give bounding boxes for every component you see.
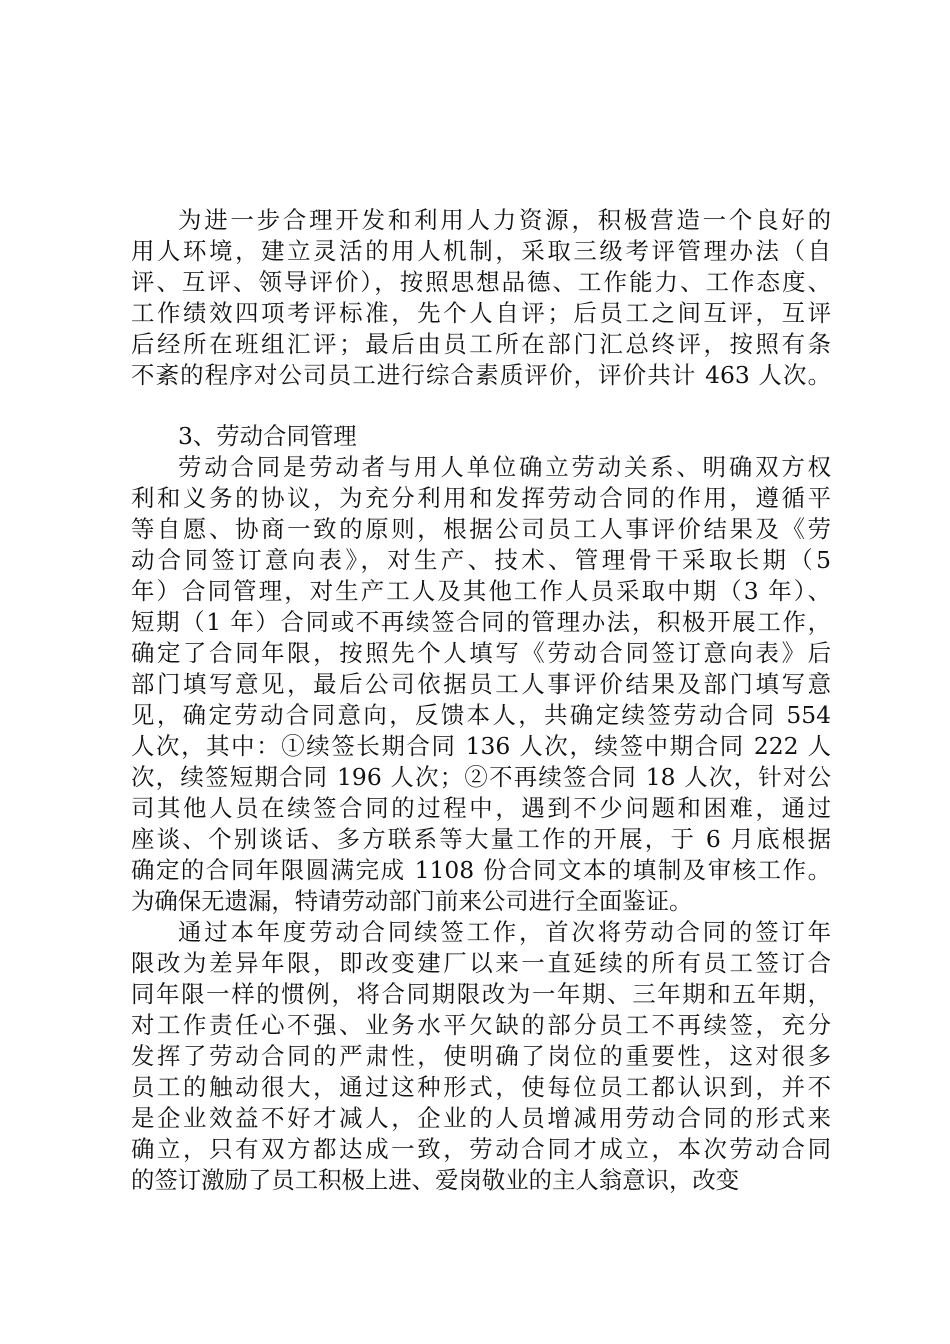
text-line: 发挥了劳动合同的严肃性，使明确了岗位的重要性，这对很多 [131,1042,831,1070]
text-line: 不紊的程序对公司员工进行综合素质评价，评价共计 463 人次。 [131,361,831,389]
text-line: 劳动合同是劳动者与用人单位确立劳动关系、明确双方权 [178,453,831,481]
text-line: 限改为差异年限，即改变建厂以来一直延续的所有员工签订合 [131,949,831,977]
text-line: 后经所在班组汇评；最后由员工所在部门汇总终评，按照有条 [131,330,831,358]
text-line: 等自愿、协商一致的原则，根据公司员工人事评价结果及《劳 [131,515,831,543]
text-line: 动合同签订意向表》，对生产、技术、管理骨干采取长期（5 [131,546,831,574]
text-line: 部门填写意见，最后公司依据员工人事评价结果及部门填写意 [131,670,831,698]
text-line: 用人环境，建立灵活的用人机制，采取三级考评管理办法（自 [131,237,831,265]
text-line: 座谈、个别谈话、多方联系等大量工作的开展，于 6 月底根据 [131,825,831,853]
text-line: 司其他人员在续签合同的过程中，遇到不少问题和困难，通过 [131,794,831,822]
text-line: 为确保无遗漏，特请劳动部门前来公司进行全面鉴证。 [131,887,693,915]
text-line: 员工的触动很大，通过这种形式，使每位员工都认识到，并不 [131,1073,831,1101]
text-line: 确定了合同年限，按照先个人填写《劳动合同签订意向表》后 [131,639,831,667]
text-line: 通过本年度劳动合同续签工作，首次将劳动合同的签订年 [178,918,831,946]
paragraph-labor-contract [131,452,831,917]
text-line: 见，确定劳动合同意向，反馈本人，共确定续签劳动合同 554 [131,701,831,729]
text-line: 为进一步合理开发和利用人力资源，积极营造一个良好的 [178,206,831,234]
text-line: 同年限一样的惯例，将合同期限改为一年期、三年期和五年期， [131,980,831,1008]
text-line: 人次，其中：①续签长期合同 136 人次，续签中期合同 222 人 [131,732,831,760]
text-line: 利和义务的协议，为充分利用和发挥劳动合同的作用，遵循平 [131,484,831,512]
document-page [131,205,831,1196]
section-heading-labor-contract: 3、劳动合同管理 [178,422,357,450]
text-line: 是企业效益不好才减人，企业的人员增减用劳动合同的形式来 [131,1104,831,1132]
text-line: 确立，只有双方都达成一致，劳动合同才成立，本次劳动合同 [131,1135,831,1163]
text-line: 评、互评、领导评价），按照思想品德、工作能力、工作态度、 [131,268,831,296]
text-line: 年）合同管理，对生产工人及其他工作人员采取中期（3 年）、 [131,577,831,605]
text-line: 确定的合同年限圆满完成 1108 份合同文本的填制及审核工作。 [131,856,831,884]
paragraph-evaluation [131,205,831,391]
text-line: 次，续签短期合同 196 人次；②不再续签合同 18 人次，针对公 [131,763,831,791]
text-line: 工作绩效四项考评标准，先个人自评；后员工之间互评，互评 [131,299,831,327]
paragraph-contract-renewal [131,917,831,1196]
text-line: 对工作责任心不强、业务水平欠缺的部分员工不再续签，充分 [131,1011,831,1039]
text-line: 的签订激励了员工积极上进、爱岗敬业的主人翁意识，改变 [131,1166,740,1194]
text-line: 短期（1 年）合同或不再续签合同的管理办法，积极开展工作， [131,608,831,636]
